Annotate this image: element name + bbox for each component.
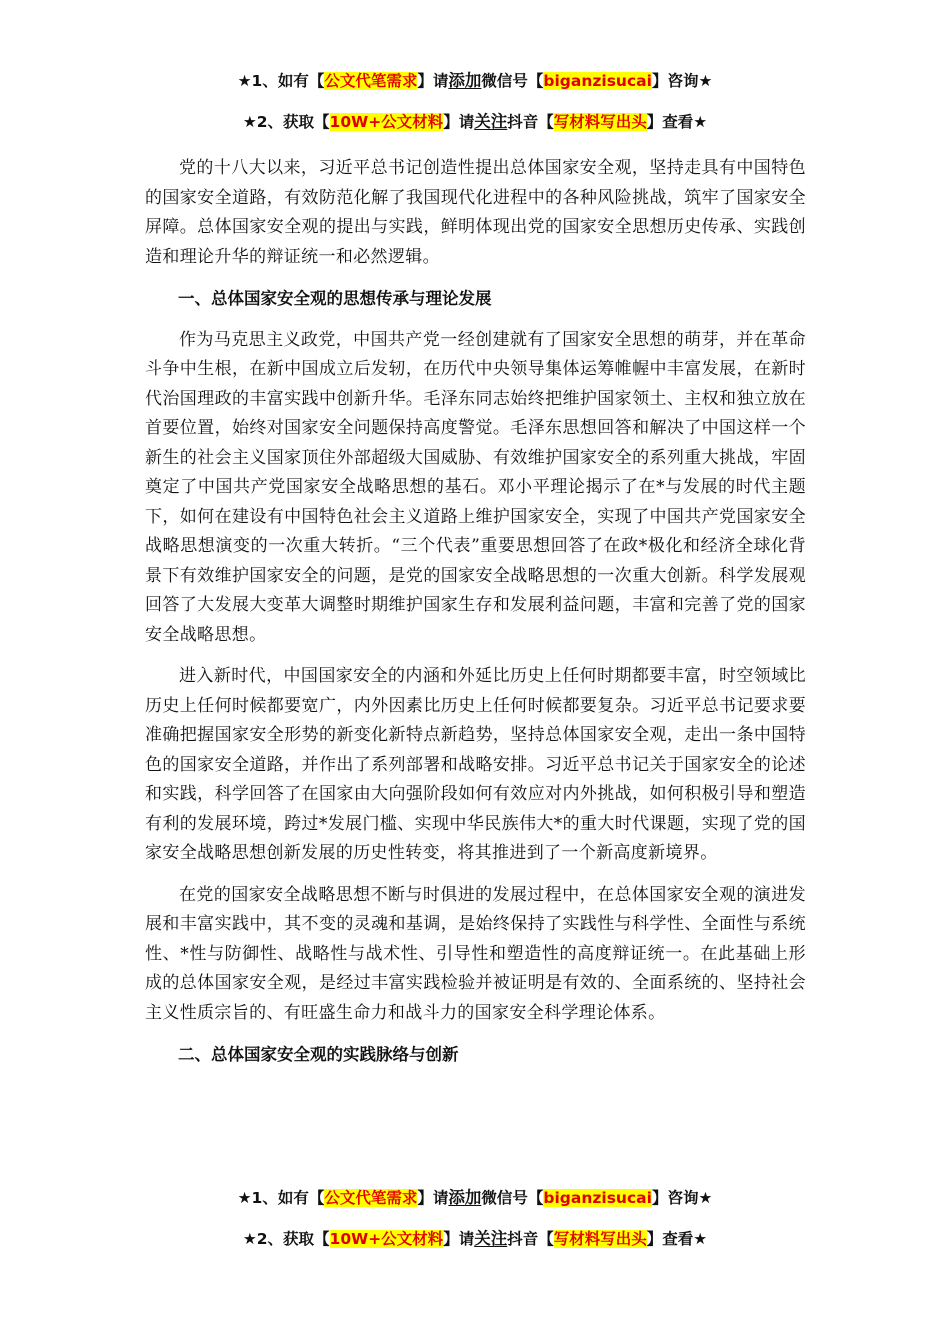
document-body [145,154,806,1082]
banner-text: 抖音【 [507,1230,554,1248]
banner-text: 】咨询★ [651,1189,713,1207]
top-banner-line-1 [0,69,950,93]
banner-highlight: 写材料写出头 [553,1230,647,1248]
section-heading-1: 一、总体国家安全观的思想传承与理论发展 [178,289,492,308]
banner-highlight: 公文代笔需求 [324,1189,418,1207]
banner-text: 】查看★ [646,113,708,131]
banner-highlight: 10W+公文材料 [329,113,444,131]
banner-text: ★1、如有【 [237,72,325,90]
banner-text: 】请 [443,113,475,131]
intro-paragraph: 党的十八大以来，习近平总书记创造性提出总体国家安全观，坚持走具有中国特色的国家安全道路，有效防范化解了我国现代化进程中的各种风险挑战，筑牢了国家安全屏障。总体国家安全观的提出与实践，鲜明体现出党的国家安全思想历史传承、实践创造和理论升华的辩证统一和必然逻辑。 [145,158,806,267]
banner-text: 】咨询★ [651,72,713,90]
banner-text: 微信号【 [481,1189,544,1207]
banner-underline: 添加 [448,1188,482,1207]
body-paragraph-2: 进入新时代，中国国家安全的内涵和外延比历史上任何时期都要丰富，时空领域比历史上任何时候都要宽广，内外因素比历史上任何时候都要复杂。习近平总书记要求要准确把握国家安全形势的新变化新特点新趋势，坚持总体国家安全观，走出一条中国特色的国家安全道路，并作出了系列部署和战略安排。习近平总书记关于国家安全的论述和实践，科学回答了在国家由大向强阶段如何有效应对内外挑战，如何积极引导和塑造有利的发展环境，跨过*发展门槛、实现中华民族伟大*的重大时代课题，实现了党的国家安全战略思想创新发展的历史性转变，将其推进到了一个新高度新境界。 [145,666,806,863]
banner-highlight: 写材料写出头 [553,113,647,131]
banner-highlight: biganzisucai [543,72,652,90]
bottom-banner-line-2 [0,1227,950,1251]
body-paragraph-3: 在党的国家安全战略思想不断与时俱进的发展过程中，在总体国家安全观的演进发展和丰富实践中，其不变的灵魂和基调，是始终保持了实践性与科学性、全面性与系统性、*性与防御性、战略性与战术性、引导性和塑造性的高度辩证统一。在此基础上形成的总体国家安全观，是经过丰富实践检验并被证明是有效的、全面系统的、坚持社会主义性质宗旨的、有旺盛生命力和战斗力的国家安全科学理论体系。 [145,884,806,1023]
body-paragraph-1: 作为马克思主义政党，中国共产党一经创建就有了国家安全思想的萌芽，并在革命斗争中生根，在新中国成立后发轫，在历代中央领导集体运筹帷幄中丰富发展，在新时代治国理政的丰富实践中创新升华。毛泽东同志始终把维护国家领土、主权和独立放在首要位置，始终对国家安全问题保持高度警觉。毛泽东思想回答和解决了中国这样一个新生的社会主义国家顶住外部超级大国威胁、有效维护国家安全的系列重大挑战，牢固奠定了中国共产党国家安全战略思想的基石。邓小平理论揭示了在*与发展的时代主题下，如何在建设有中国特色社会主义道路上维护国家安全，实现了中国共产党国家安全战略思想演变的一次重大转折。“三个代表”重要思想回答了在政*极化和经济全球化背景下有效维护国家安全的问题，是党的国家安全战略思想的一次重大创新。科学发展观回答了大发展大变革大调整时期维护国家生存和发展利益问题，丰富和完善了党的国家安全战略思想。 [145,329,806,645]
section-heading-2: 二、总体国家安全观的实践脉络与创新 [178,1045,459,1064]
banner-text: 】请 [417,72,449,90]
banner-text: ★2、获取【 [242,113,330,131]
banner-underline: 关注 [474,112,508,131]
banner-underline: 添加 [448,71,482,90]
banner-text: ★2、获取【 [242,1230,330,1248]
banner-highlight: 10W+公文材料 [329,1230,444,1248]
top-banner-line-2 [0,110,950,134]
banner-text: 微信号【 [481,72,544,90]
banner-text: 】请 [443,1230,475,1248]
banner-text: 】请 [417,1189,449,1207]
banner-text: ★1、如有【 [237,1189,325,1207]
banner-text: 】查看★ [646,1230,708,1248]
banner-underline: 关注 [474,1229,508,1248]
bottom-banner-line-1 [0,1186,950,1210]
banner-highlight: biganzisucai [543,1189,652,1207]
banner-text: 抖音【 [507,113,554,131]
banner-highlight: 公文代笔需求 [324,72,418,90]
